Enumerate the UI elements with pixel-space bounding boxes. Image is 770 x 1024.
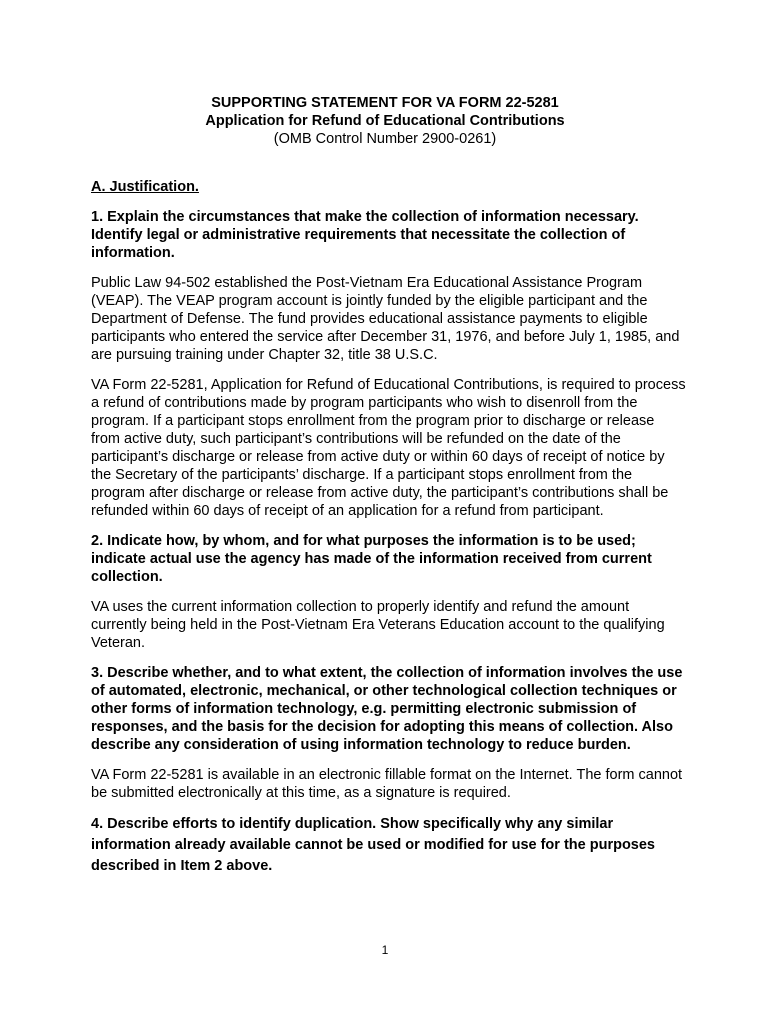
item-3-question: 3. Describe whether, and to what extent, the collection of information involves the use of automated, electronic, mechanical, or other technological collection techniques or other forms of information technology, e.g. permitting electronic submission of responses, and the basis for the decision for adopting this means of collection. Also describe any consideration of using information technology to reduce burden. <box>91 665 683 753</box>
item-2-question: 2. Indicate how, by whom, and for what purposes the information is to be used; indicate actual use the agency has made of the information received from current collection. <box>91 533 652 585</box>
item-1-answer-1: Public Law 94-502 established the Post-Vietnam Era Educational Assistance Program (VEAP). The VEAP program account is jointly funded by the eligible participant and the Department of Defense. The fund provides educational assistance payments to eligible participants who entered the service after December 31, 1976, and before July 1, 1985, and are pursuing training under Chapter 32, title 38 U.S.C. <box>91 275 680 363</box>
item-4-question: 4. Describe efforts to identify duplication. Show specifically why any similar information already available cannot be used or modified for use for the purposes described in Item 2 above. <box>91 816 655 874</box>
document-subtitle: Application for Refund of Educational Contributions <box>205 113 565 129</box>
item-1-question: 1. Explain the circumstances that make the collection of information necessary. Identify legal or administrative requirements that necessitate the collection of information. <box>91 209 639 261</box>
document-header <box>0 94 770 148</box>
item-3-answer-1: VA Form 22-5281 is available in an electronic fillable format on the Internet. The form cannot be submitted electronically at this time, as a signature is required. <box>91 767 683 801</box>
item-2-answer-1: VA uses the current information collection to properly identify and refund the amount currently being held in the Post-Vietnam Era Veterans Education account to the qualifying Veteran. <box>91 599 665 651</box>
page-number: 1 <box>381 943 389 957</box>
section-a-title: A. Justification. <box>91 179 199 195</box>
document-title: SUPPORTING STATEMENT FOR VA FORM 22-5281 <box>211 95 559 111</box>
omb-control-number: (OMB Control Number 2900-0261) <box>273 131 497 147</box>
item-1-answer-2: VA Form 22-5281, Application for Refund of Educational Contributions, is required to process a refund of contributions made by program participants who wish to disenroll from the program. If a participant stops enrollment from the program prior to discharge or release from active duty, such participant’s contributions will be refunded on the date of the participant’s discharge or release from active duty or within 60 days of receipt of notice by the Secretary of the participants’ discharge. If a participant stops enrollment from the program after discharge or release from active duty, the participant’s contributions shall be refunded within 60 days of receipt of an application for a refund from participant. <box>91 377 686 519</box>
document-body <box>91 178 687 889</box>
